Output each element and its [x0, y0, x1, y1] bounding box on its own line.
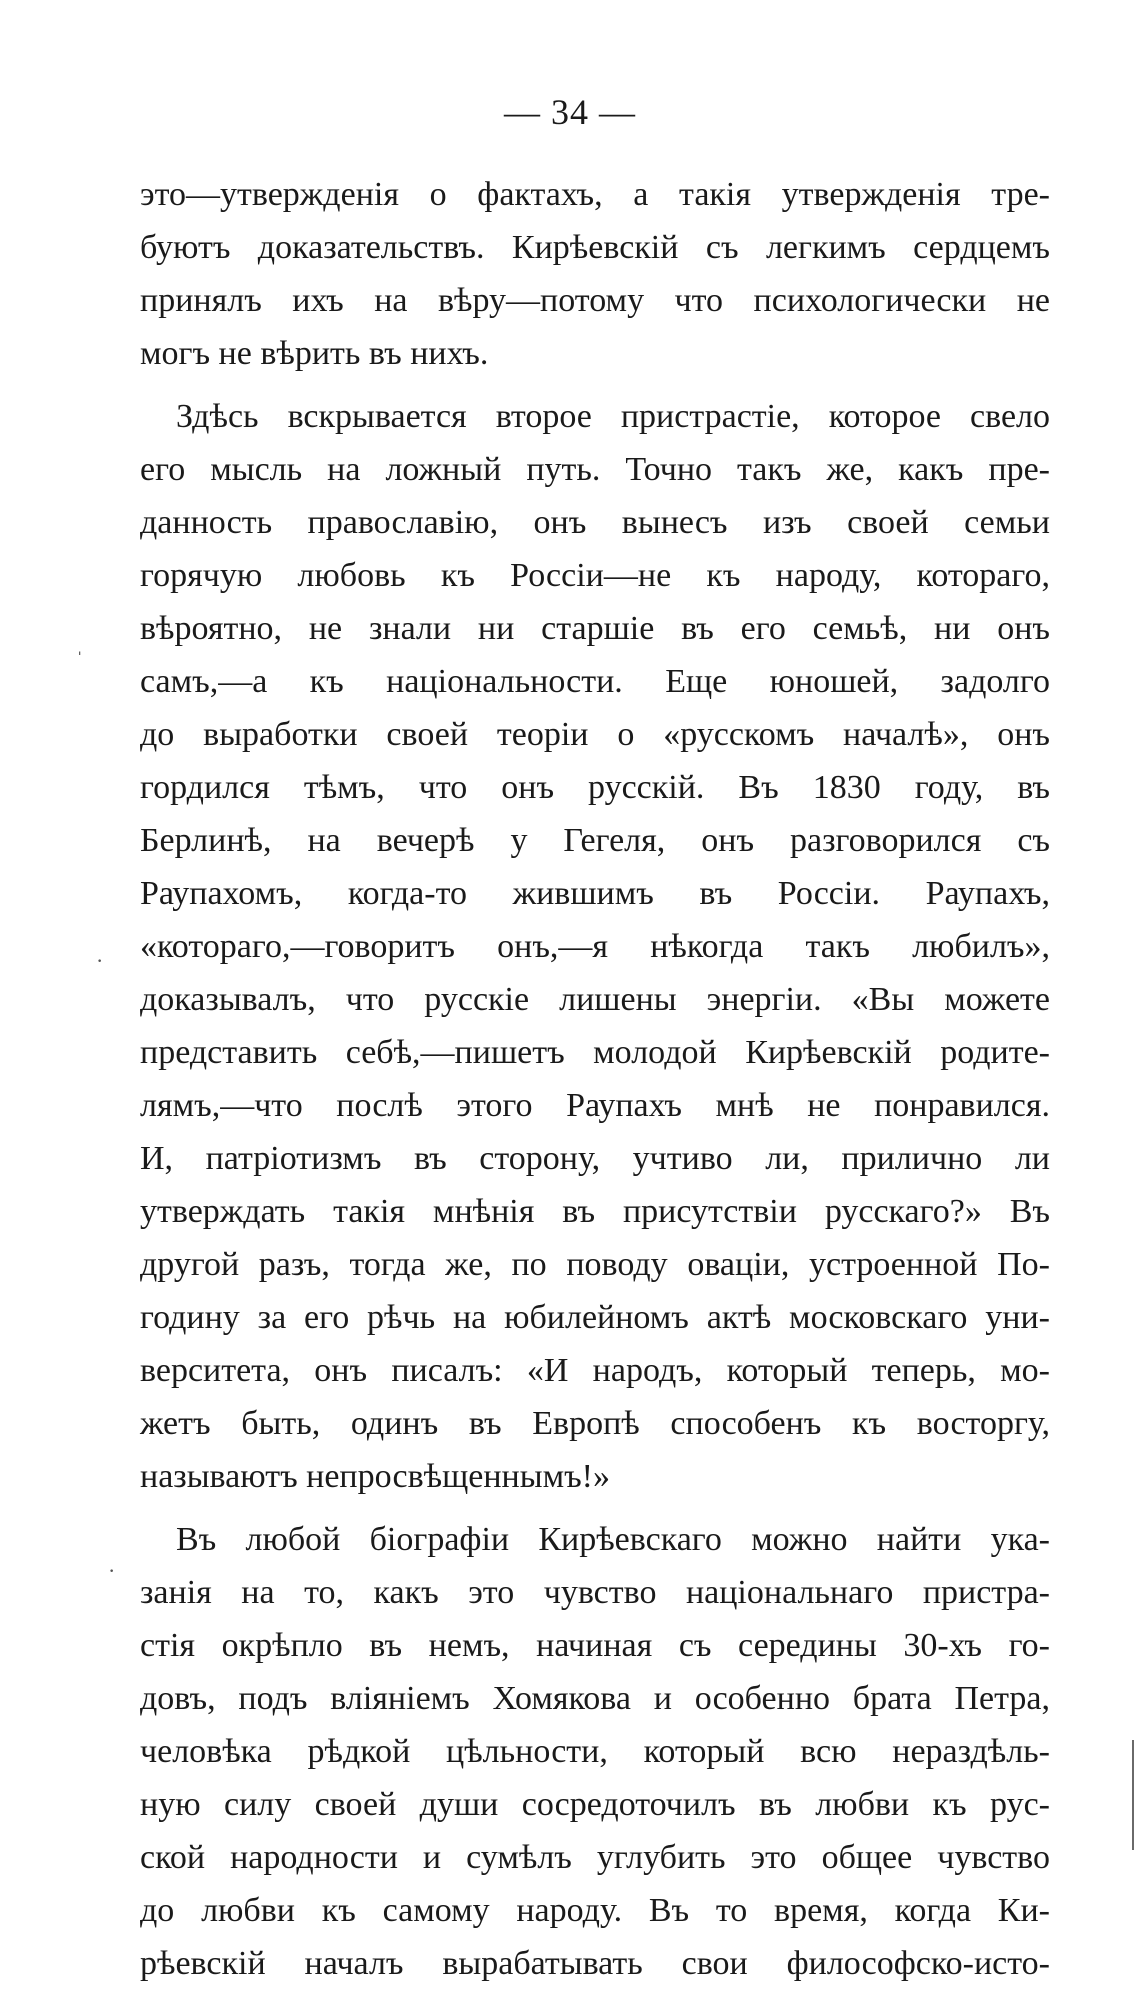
text-line: принялъ ихъ на вѣру—потому что психологически не: [140, 282, 1050, 319]
text-line: другой разъ, тогда же, по поводу оваціи, устроенной По-: [140, 1246, 1050, 1283]
text-line: ской народности и сумѣлъ углубить это общее чувство: [140, 1839, 1050, 1876]
text-line: представить себѣ,—пишетъ молодой Кирѣевскій родите-: [140, 1034, 1050, 1071]
text-line: «котораго,—говоритъ онъ,—я нѣкогда такъ любилъ»,: [140, 928, 1050, 965]
text-line: ную силу своей души сосредоточилъ въ любви къ рус-: [140, 1786, 1050, 1823]
text-line: вѣроятно, не знали ни старшіе въ его семьѣ, ни онъ: [140, 610, 1050, 647]
text-line: Въ любой біографіи Кирѣевскаго можно найти ука-: [176, 1521, 1050, 1558]
page-edge-mark: [1132, 1740, 1134, 1850]
text-line: годину за его рѣчь на юбилейномъ актѣ московскаго уни-: [140, 1299, 1050, 1336]
text-line: утверждать такія мнѣнія въ присутствіи русскаго?» Въ: [140, 1193, 1050, 1230]
text-line: называютъ непросвѣщеннымъ!»: [140, 1458, 611, 1495]
text-line: довъ, подъ вліяніемъ Хомякова и особенно брата Петра,: [140, 1680, 1050, 1717]
text-line: рѣевскій началъ вырабатывать свои философско-исто-: [140, 1945, 1050, 1982]
paragraph-2: [140, 390, 1050, 1503]
page-number: — 34 —: [504, 92, 636, 132]
paragraph-1: [140, 168, 1050, 380]
text-line: горячую любовь къ Россіи—не къ народу, котораго,: [140, 557, 1050, 594]
text-line: буютъ доказательствъ. Кирѣевскій съ легкимъ сердцемъ: [140, 229, 1050, 266]
text-line: его мысль на ложный путь. Точно такъ же, какъ пре-: [140, 451, 1050, 488]
text-line: человѣка рѣдкой цѣльности, который всю нераздѣль-: [140, 1733, 1050, 1770]
text-line: могъ не вѣрить въ нихъ.: [140, 335, 489, 372]
text-line: занія на то, какъ это чувство національнаго пристра-: [140, 1574, 1050, 1611]
margin-mark: ˌ: [76, 630, 84, 655]
text-line: Берлинѣ, на вечерѣ у Гегеля, онъ разговорился съ: [140, 822, 1050, 859]
text-line: самъ,—а къ національности. Еще юношей, задолго: [140, 663, 1050, 700]
text-line: верситета, онъ писалъ: «И народъ, который теперь, мо-: [140, 1352, 1050, 1389]
text-line: до любви къ самому народу. Въ то время, когда Ки-: [140, 1892, 1050, 1929]
text-line: жетъ быть, одинъ въ Европѣ способенъ къ восторгу,: [140, 1405, 1050, 1442]
paragraph-3: [140, 1513, 1050, 1990]
text-line: стія окрѣпло въ немъ, начиная съ середины 30-хъ го-: [140, 1627, 1050, 1664]
text-body: [140, 168, 1050, 1990]
margin-mark: ·: [108, 1558, 116, 1583]
margin-mark: ·: [96, 948, 104, 973]
text-line: доказывалъ, что русскіе лишены энергіи. «Вы можете: [140, 981, 1050, 1018]
text-line: И, патріотизмъ въ сторону, учтиво ли, прилично ли: [140, 1140, 1050, 1177]
text-line: это—утвержденія о фактахъ, а такія утвержденія тре-: [140, 176, 1050, 213]
text-line: Раупахомъ, когда-то жившимъ въ Россіи. Раупахъ,: [140, 875, 1050, 912]
text-line: данность православію, онъ вынесъ изъ своей семьи: [140, 504, 1050, 541]
text-line: Здѣсь вскрывается второе пристрастіе, которое свело: [176, 398, 1050, 435]
text-line: лямъ,—что послѣ этого Раупахъ мнѣ не понравился.: [140, 1087, 1050, 1124]
text-line: до выработки своей теоріи о «русскомъ началѣ», онъ: [140, 716, 1050, 753]
text-line: гордился тѣмъ, что онъ русскій. Въ 1830 году, въ: [140, 769, 1050, 806]
